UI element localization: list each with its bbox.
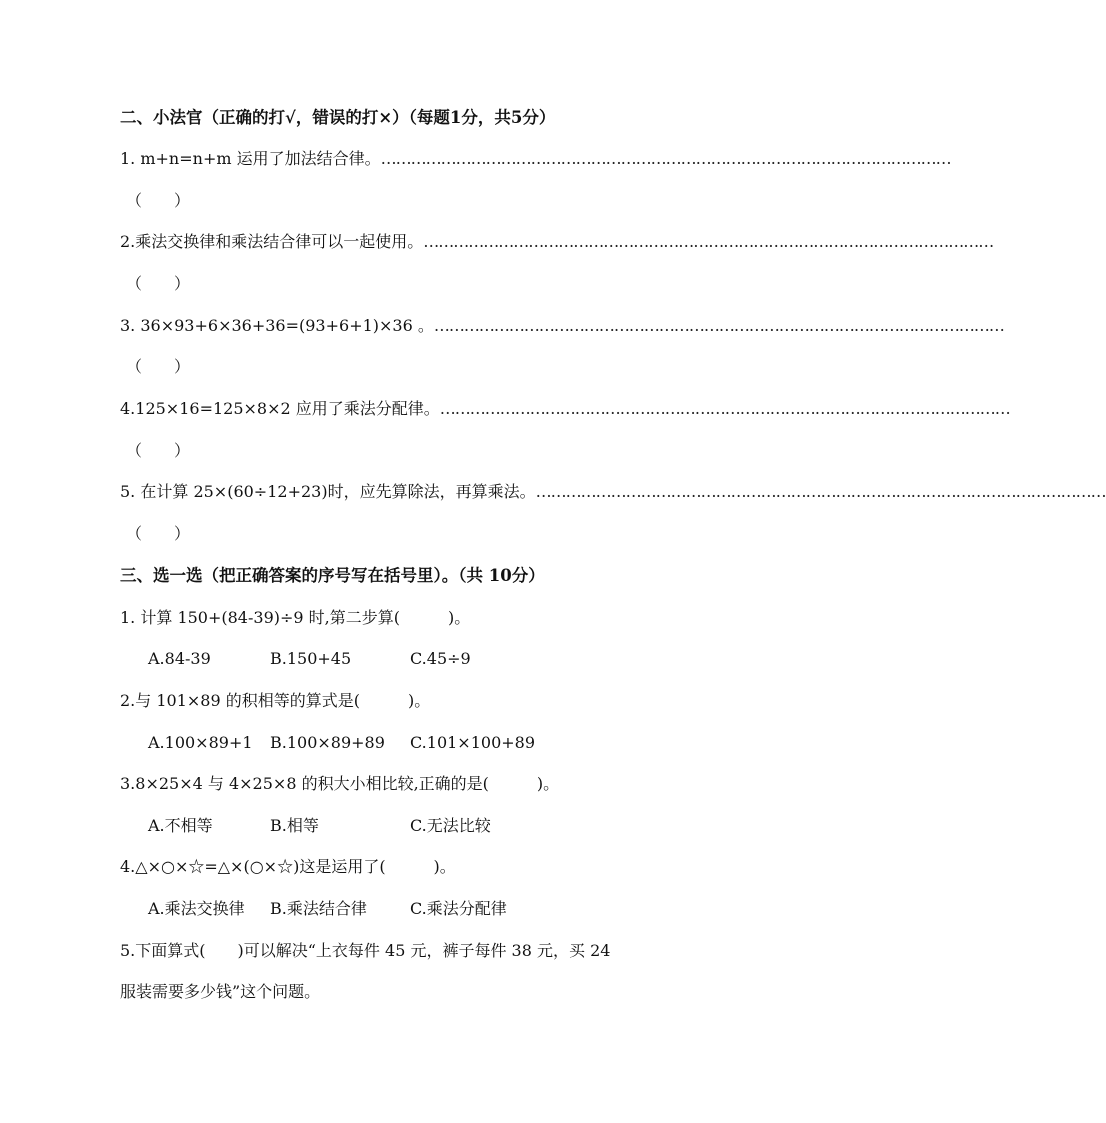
- question-text: 4.125×16=125×8×2 应用了乘法分配律。: [120, 399, 440, 418]
- section3-heading: 三、选一选（把正确答案的序号写在括号里）。（共 10分）: [120, 566, 545, 585]
- mc-options-1: [148, 644, 668, 674]
- option-b[interactable]: B.150+45: [270, 649, 352, 668]
- question-text: 2.乘法交换律和乘法结合律可以一起使用。: [120, 232, 424, 251]
- answer-parentheses[interactable]: （ ）: [126, 441, 191, 460]
- section2-heading: 二、小法官（正确的打√，错误的打×）（每题1分，共5分）: [120, 108, 556, 127]
- option-c[interactable]: C.45÷9: [410, 649, 471, 668]
- tf-question-2: [120, 227, 994, 257]
- mc-question-1: 1. 计算 150+(84-39)÷9 时,第二步算( )。: [120, 608, 471, 627]
- option-c[interactable]: C.101×100+89: [410, 733, 536, 752]
- option-a[interactable]: A.乘法交换律: [148, 899, 245, 918]
- option-b[interactable]: B.乘法结合律: [270, 899, 367, 918]
- leader-dots: ……………………………………………………………………………………………………: [433, 316, 1004, 335]
- answer-parentheses[interactable]: （ ）: [126, 191, 191, 210]
- answer-parentheses[interactable]: （ ）: [126, 357, 191, 376]
- answer-parentheses[interactable]: （ ）: [126, 274, 191, 293]
- option-a[interactable]: A.100×89+1: [148, 733, 253, 752]
- mc-question-3: 3.8×25×4 与 4×25×8 的积大小相比较,正确的是( )。: [120, 774, 560, 793]
- option-c[interactable]: C.乘法分配律: [410, 899, 507, 918]
- mc-question-5-line2: 服装需要多少钱”这个问题。: [120, 982, 321, 1001]
- tf-question-3: [120, 311, 1004, 341]
- tf-question-5: [120, 477, 1106, 507]
- leader-dots: ……………………………………………………………………………………………………: [380, 149, 951, 168]
- mc-options-2: [148, 728, 668, 758]
- tf-question-4: [120, 394, 1010, 424]
- option-a[interactable]: A.不相等: [148, 816, 213, 835]
- question-text: 3. 36×93+6×36+36=(93+6+1)×36 。: [120, 316, 434, 335]
- mc-options-4: [148, 894, 668, 924]
- leader-dots: ……………………………………………………………………………………………………: [535, 482, 1106, 501]
- mc-question-5-line1: 5.下面算式( )可以解决“上衣每件 45 元，裤子每件 38 元，买 24: [120, 941, 611, 960]
- leader-dots: ……………………………………………………………………………………………………: [439, 399, 1010, 418]
- option-b[interactable]: B.100×89+89: [270, 733, 385, 752]
- mc-question-2: 2.与 101×89 的积相等的算式是( )。: [120, 691, 431, 710]
- option-c[interactable]: C.无法比较: [410, 816, 491, 835]
- leader-dots: ……………………………………………………………………………………………………: [423, 232, 994, 251]
- question-text: 5. 在计算 25×(60÷12+23)时，应先算除法，再算乘法。: [120, 482, 536, 501]
- mc-question-4: 4.△×○×☆=△×(○×☆)这是运用了( )。: [120, 857, 456, 876]
- option-a[interactable]: A.84-39: [148, 649, 211, 668]
- option-b[interactable]: B.相等: [270, 816, 319, 835]
- answer-parentheses[interactable]: （ ）: [126, 524, 191, 543]
- question-text: 1. m+n=n+m 运用了加法结合律。: [120, 149, 381, 168]
- tf-question-1: [120, 144, 951, 174]
- mc-options-3: [148, 811, 668, 841]
